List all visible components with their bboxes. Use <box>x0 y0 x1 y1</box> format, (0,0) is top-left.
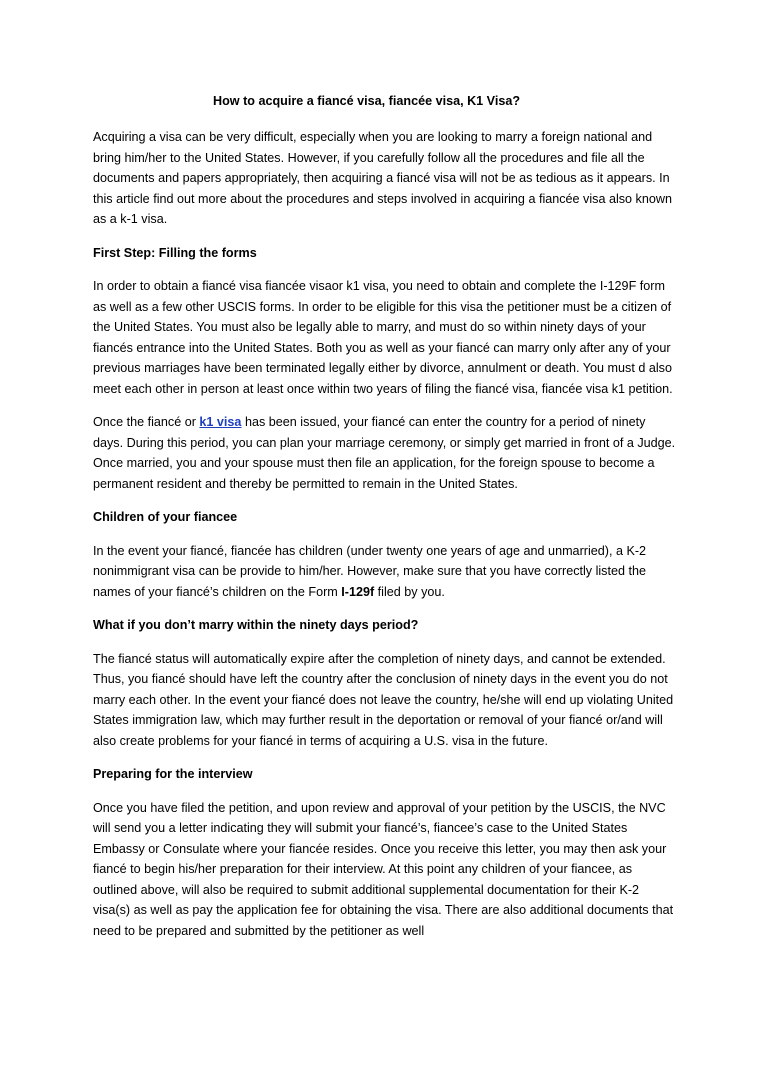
section-heading-interview: Preparing for the interview <box>93 767 253 781</box>
document-page <box>93 92 677 954</box>
k1-issued-text-start: Once the fiancé or <box>93 415 200 429</box>
children-text-start: In the event your fiancé, fiancée has children (under twenty one years of age and unmarried), a K-2 nonimmigrant visa can be provide to him/her. However, make sure that you have correctly listed the names of your fiancé’s children on the Form <box>93 543 647 599</box>
intro-paragraph: Acquiring a visa can be very difficult, especially when you are looking to marry a foreign national and bring him/her to the United States. However, if you carefully follow all the procedures and file all the documents and papers appropriately, then acquiring a fiancé visa will not be as tedious as it appears. In this article find out more about the procedures and steps involved in acquiring a fiancée visa also known as a k-1 visa. <box>93 130 672 226</box>
filling-forms-paragraph: In order to obtain a fiancé visa fiancée visaor k1 visa, you need to obtain and complete the I-129F form as well as a few other USCIS forms. In order to be eligible for this visa the petitioner must be a citizen of the United States. You must also be legally able to marry, and must do so within ninety days of your fiancés entrance into the United States. Both you as well as your fiancé can marry only after any of your previous marriages have been terminated legally either by divorce, annulment or death. You must d also meet each other in person at least once within two years of filing the fiancé visa, fiancée visa k1 petition. <box>93 279 673 396</box>
document-title: How to acquire a fiancé visa, fiancée visa, K1 Visa? <box>213 94 521 108</box>
k1-issued-text-end: has been issued, your fiancé can enter the country for a period of ninety days. During this period, you can plan your marriage ceremony, or simply get married in front of a Judge. Once married, you and your spouse must then file an application, for the foreign spouse to become a permanent resident and thereby be permitted to remain in the United States. <box>93 415 676 491</box>
k1-visa-link[interactable]: k1 visa <box>199 415 242 429</box>
ninety-days-paragraph: The fiancé status will automatically expire after the completion of ninety days, and cannot be extended. Thus, you fiancé should have left the country after the conclusion of ninety days in the event you do not marry each other. In the event your fiancé does not leave the country, he/she will end up violating United States immigration law, which may further result in the deportation or removal of your fiancé or/and will also create problems for your fiancé in terms of acquiring a U.S. visa in the future. <box>93 651 674 748</box>
section-heading-ninety-days: What if you don’t marry within the ninety days period? <box>93 618 419 632</box>
children-text-end: filed by you. <box>374 584 445 599</box>
interview-paragraph: Once you have filed the petition, and upon review and approval of your petition by the USCIS, the NVC will send you a letter indicating they will submit your fiancé’s, fiancee’s case to the United States Embassy or Consulate where your fiancée resides. Once you receive this letter, you may then ask your fiancé to begin his/her preparation for their interview. At this point any children of your fiancee, as outlined above, will also be required to submit additional supplemental documentation for their K-2 visa(s) as well as pay the application fee for obtaining the visa. There are also additional documents that need to be prepared and submitted by the petitioner as well <box>93 800 674 938</box>
section-heading-children: Children of your fiancee <box>93 510 238 524</box>
k1-issued-paragraph <box>93 412 677 494</box>
form-i129f-bold: I-129f <box>341 584 375 599</box>
children-paragraph <box>93 541 677 603</box>
section-heading-filling-forms: First Step: Filling the forms <box>93 245 257 260</box>
